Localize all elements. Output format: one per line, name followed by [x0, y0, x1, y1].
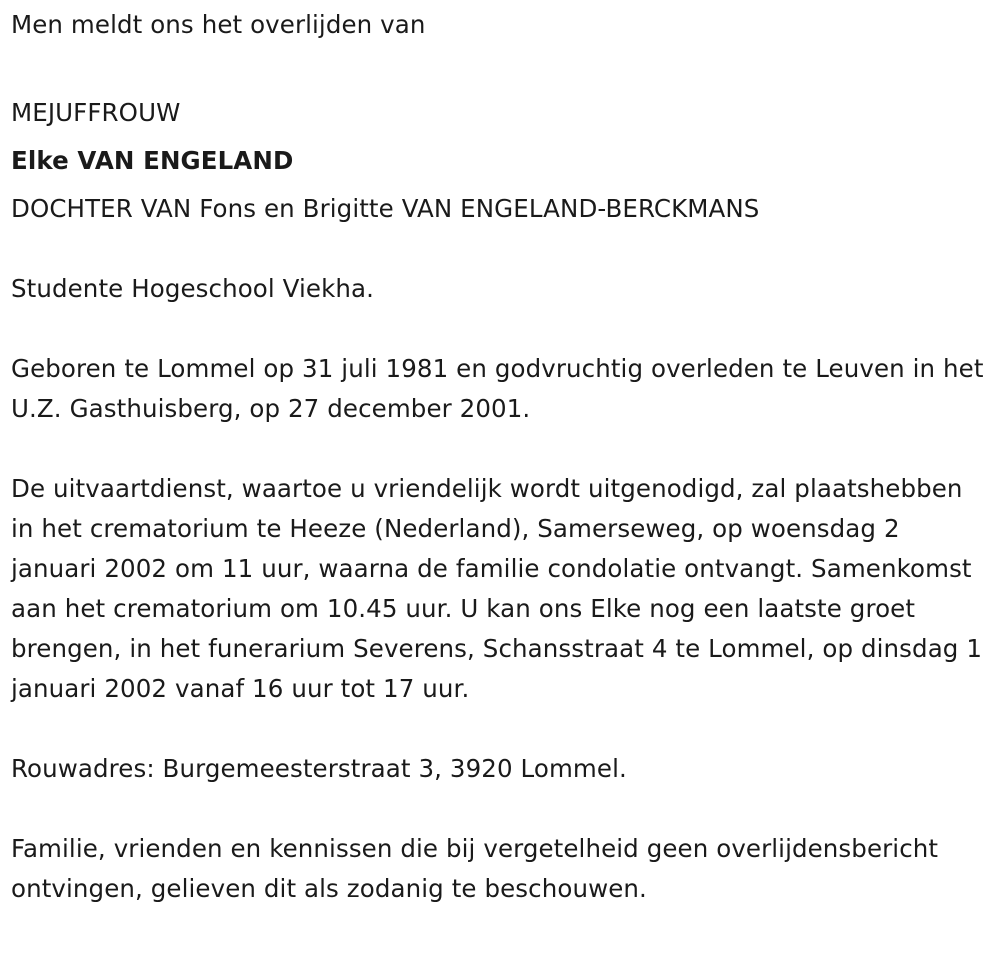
mourning-address: Rouwadres: Burgemeesterstraat 3, 3920 Lommel.	[11, 754, 627, 783]
spacer	[11, 789, 989, 829]
deceased-name: Elke VAN ENGELAND	[11, 146, 294, 175]
spacer	[11, 45, 989, 85]
birth-death-text: Geboren te Lommel op 31 juli 1981 en godvruchtig overleden te Leuven in het U.Z. Gasthuisberg, op 27 december 2001.	[11, 354, 984, 423]
honorific-title: MEJUFFROUW	[11, 98, 181, 127]
spacer	[11, 229, 989, 269]
death-notice	[11, 5, 989, 909]
spacer	[11, 709, 989, 749]
funeral-text: De uitvaartdienst, waartoe u vriendelijk wordt uitgenodigd, zal plaatshebben in het crematorium te Heeze (Nederland), Samerseweg, op woensdag 2 januari 2002 om 11 uur, waarna de familie condolatie ontvangt. Samenkomst aan het crematorium om 10.45 uur. U kan ons Elke nog een laatste groet brengen, in het funerarium Severens, Schansstraat 4 te Lommel, op dinsdag 1 januari 2002 vanaf 16 uur tot 17 uur.	[11, 474, 983, 703]
spacer	[11, 309, 989, 349]
intro-text: Men meldt ons het overlijden van	[11, 10, 426, 39]
parents-line: DOCHTER VAN Fons en Brigitte VAN ENGELAND-BERCKMANS	[11, 194, 760, 223]
closing-text: Familie, vrienden en kennissen die bij vergetelheid geen overlijdensbericht ontvingen, gelieven dit als zodanig te beschouwen.	[11, 834, 939, 903]
spacer	[11, 429, 989, 469]
occupation-text: Studente Hogeschool Viekha.	[11, 274, 374, 303]
